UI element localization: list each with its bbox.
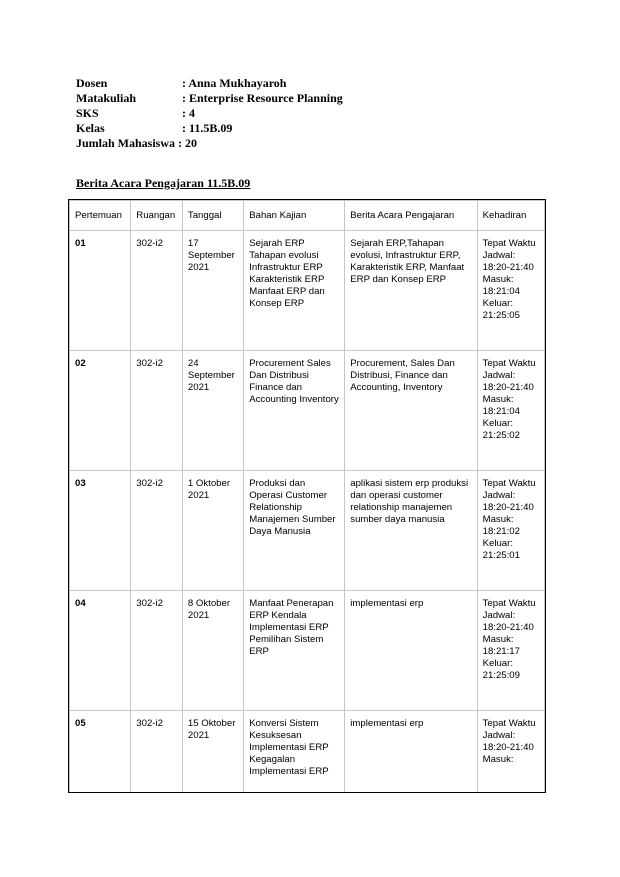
cell-pertemuan: 02 [70, 351, 131, 471]
kehadiran-masuk: Masuk: [482, 754, 514, 765]
bahan-line: Manfaat ERP dan Konsep ERP [249, 286, 325, 309]
cell-pertemuan: 01 [70, 231, 131, 351]
kehadiran-masuk: Masuk: 18:21:17 [482, 634, 520, 657]
cell-berita-acara: implementasi erp [345, 711, 477, 794]
cell-kehadiran [477, 711, 544, 794]
cell-bahan-kajian: Procurement Sales Dan Distribusi Finance dan Accounting Inventory [244, 351, 345, 471]
info-label: Jumlah Mahasiswa [76, 136, 176, 150]
info-value: : Anna Mukhayaroh [182, 76, 287, 90]
kehadiran-masuk: Masuk: 18:21:04 [482, 274, 520, 297]
table-row [70, 591, 545, 711]
bahan-line: Tahapan evolusi Infrastruktur ERP [249, 250, 323, 273]
kehadiran-status: Tepat Waktu [482, 358, 536, 369]
cell-kehadiran [477, 351, 544, 471]
cell-pertemuan: 05 [70, 711, 131, 794]
info-label: SKS [76, 106, 99, 120]
table-row [70, 471, 545, 591]
header-kehadiran: Kehadiran [477, 201, 544, 231]
kehadiran-jadwal: Jadwal: 18:20-21:40 [482, 490, 534, 513]
cell-kehadiran [477, 231, 544, 351]
table-row [70, 711, 545, 794]
cell-ruangan: 302-i2 [131, 711, 183, 794]
cell-tanggal: 8 Oktober 2021 [182, 591, 243, 711]
info-value: : 11.5B.09 [182, 121, 233, 135]
header-berita-acara: Berita Acara Pengajaran [345, 201, 477, 231]
kehadiran-jadwal: Jadwal: 18:20-21:40 [482, 370, 534, 393]
kehadiran-keluar: Keluar: 21:25:02 [482, 418, 520, 441]
info-value: : 20 [178, 136, 198, 150]
kehadiran-jadwal: Jadwal: 18:20-21:40 [482, 730, 534, 753]
kehadiran-status: Tepat Waktu [482, 598, 536, 609]
kehadiran-masuk: Masuk: 18:21:04 [482, 394, 520, 417]
table-row [70, 351, 545, 471]
kehadiran-keluar: Keluar: 21:25:05 [482, 298, 520, 321]
course-info [76, 76, 343, 151]
header-pertemuan: Pertemuan [70, 201, 131, 231]
info-row-kelas [76, 121, 343, 136]
attendance-table-wrapper [68, 199, 546, 793]
cell-tanggal: 24 September 2021 [182, 351, 243, 471]
kehadiran-status: Tepat Waktu [482, 478, 536, 489]
cell-kehadiran [477, 471, 544, 591]
cell-ruangan: 302-i2 [131, 591, 183, 711]
info-value: : 4 [182, 106, 195, 120]
info-row-jumlah-mahasiswa [76, 136, 343, 151]
cell-berita-acara: aplikasi sistem erp produksi dan operasi customer relationship manajemen sumber daya manusia [345, 471, 477, 591]
info-value: : Enterprise Resource Planning [182, 91, 343, 105]
bahan-line: Sejarah ERP [249, 238, 305, 249]
kehadiran-jadwal: Jadwal: 18:20-21:40 [482, 610, 534, 633]
header-tanggal: Tanggal [182, 201, 243, 231]
document-title: Berita Acara Pengajaran 11.5B.09 [76, 176, 251, 190]
cell-tanggal: 17 September 2021 [182, 231, 243, 351]
cell-ruangan: 302-i2 [131, 471, 183, 591]
kehadiran-jadwal: Jadwal: 18:20-21:40 [482, 250, 534, 273]
cell-pertemuan: 04 [70, 591, 131, 711]
kehadiran-status: Tepat Waktu [482, 238, 536, 249]
cell-bahan-kajian: Konversi Sistem Kesuksesan Implementasi ERP Kegagalan Implementasi ERP [244, 711, 345, 794]
header-ruangan: Ruangan [131, 201, 183, 231]
kehadiran-status: Tepat Waktu [482, 718, 536, 729]
table-header-row [70, 201, 545, 231]
header-bahan-kajian: Bahan Kajian [244, 201, 345, 231]
attendance-table [69, 200, 545, 793]
info-row-sks [76, 106, 343, 121]
cell-bahan-kajian [244, 231, 345, 351]
kehadiran-keluar: Keluar: 21:25:01 [482, 538, 520, 561]
cell-ruangan: 302-i2 [131, 351, 183, 471]
cell-bahan-kajian: Produksi dan Operasi Customer Relationship Manajemen Sumber Daya Manusia [244, 471, 345, 591]
cell-kehadiran [477, 591, 544, 711]
cell-berita-acara: Procurement, Sales Dan Distribusi, Finance dan Accounting, Inventory [345, 351, 477, 471]
cell-tanggal: 15 Oktober 2021 [182, 711, 243, 794]
info-row-matakuliah [76, 91, 343, 106]
info-label: Kelas [76, 121, 105, 135]
cell-tanggal: 1 Oktober 2021 [182, 471, 243, 591]
cell-bahan-kajian: Manfaat Penerapan ERP Kendala Implementasi ERP Pemilihan Sistem ERP [244, 591, 345, 711]
kehadiran-masuk: Masuk: 18:21:02 [482, 514, 520, 537]
bahan-line: Karakteristik ERP [249, 274, 325, 285]
info-row-dosen [76, 76, 343, 91]
info-label: Matakuliah [76, 91, 137, 105]
cell-pertemuan: 03 [70, 471, 131, 591]
cell-berita-acara: implementasi erp [345, 591, 477, 711]
info-label: Dosen [76, 76, 108, 90]
cell-ruangan: 302-i2 [131, 231, 183, 351]
cell-berita-acara: Sejarah ERP,Tahapan evolusi, Infrastruktur ERP, Karakteristik ERP, Manfaat ERP dan Konsep ERP [345, 231, 477, 351]
kehadiran-keluar: Keluar: 21:25:09 [482, 658, 520, 681]
table-row [70, 231, 545, 351]
